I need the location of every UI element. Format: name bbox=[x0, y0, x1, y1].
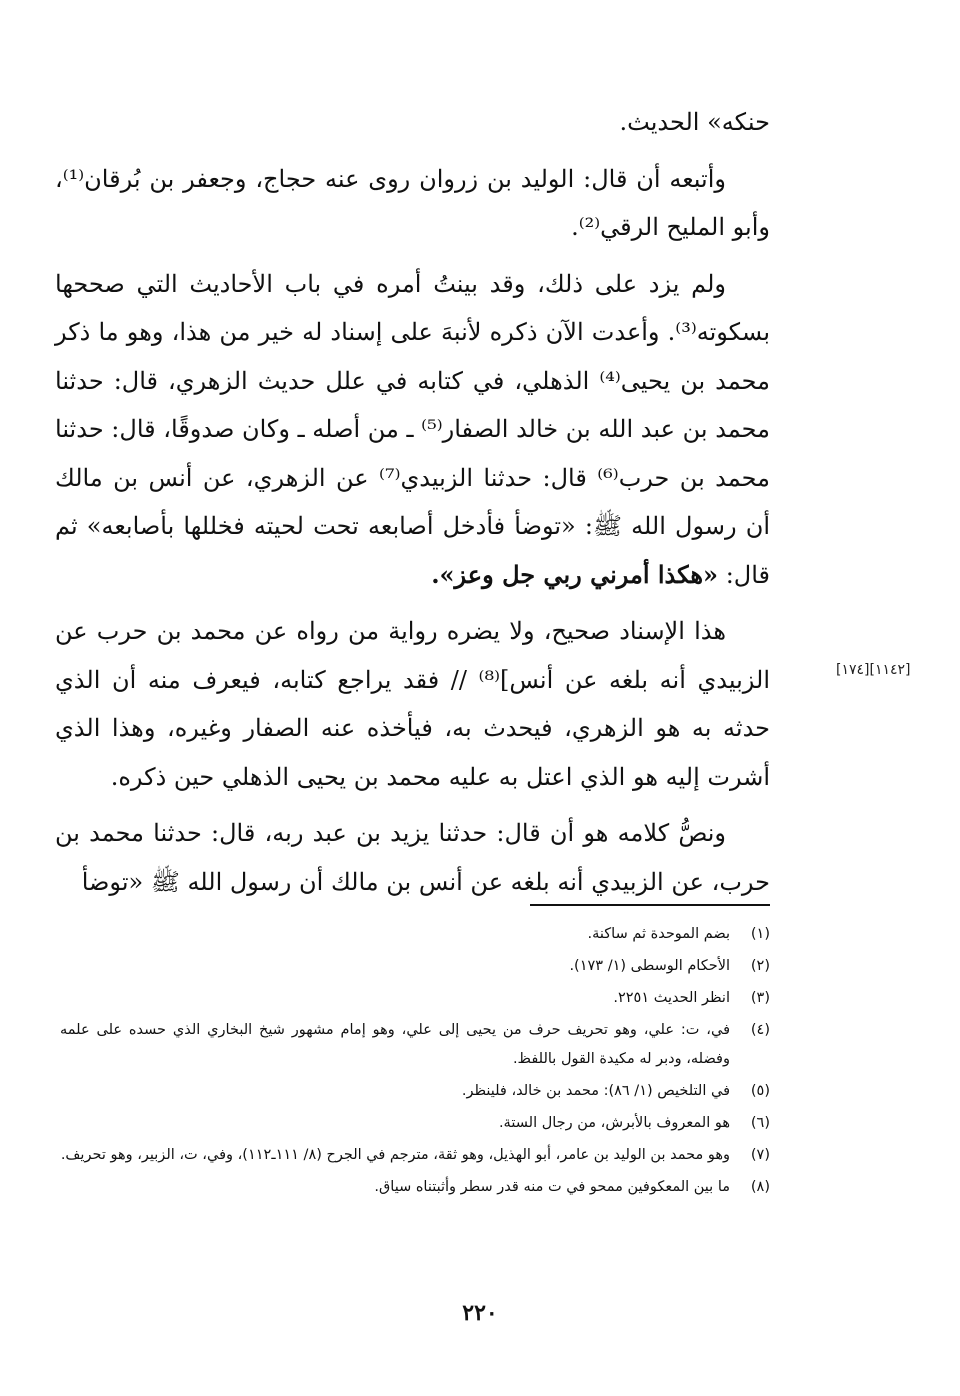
footnote-number: (٧) bbox=[750, 1147, 770, 1163]
footnote-separator bbox=[530, 904, 770, 906]
footnote-number: (٤) bbox=[750, 1022, 770, 1038]
footnote-text: بضم الموحدة ثم ساكنة. bbox=[587, 926, 730, 942]
footnote-item bbox=[60, 920, 770, 949]
paragraph-3 bbox=[55, 260, 770, 600]
footnote-number: (٢) bbox=[750, 958, 770, 974]
footnote-item bbox=[60, 952, 770, 981]
paragraph-3-bold-quote: «هكذا أمرني ربي جل وعز». bbox=[431, 559, 719, 589]
footnote-item bbox=[60, 984, 770, 1013]
footnote-number: (١) bbox=[750, 926, 770, 942]
footnote-text: الأحكام الوسطى (١/ ١٧٣). bbox=[569, 958, 730, 974]
footnote-item bbox=[60, 1173, 770, 1202]
footnote-number: (٨) bbox=[750, 1179, 770, 1195]
footnote-item bbox=[60, 1109, 770, 1138]
paragraph-2: وأتبعه أن قال: الوليد بن زروان روى عنه حجاج، وجعفر بن بُرقان⁽¹⁾، وأبو المليح الرقي⁽²⁾. bbox=[55, 164, 770, 241]
footnotes bbox=[60, 920, 770, 1205]
page-number: ٢٢٠ bbox=[462, 1300, 498, 1326]
footnote-text: هو المعروف بالأبرش، من رجال الستة. bbox=[498, 1115, 730, 1131]
footnote-text: في التلخيص (١/ ٨٦): محمد بن خالد، فلينظر. bbox=[461, 1083, 730, 1099]
paragraph-1: حنكه» الحديث. bbox=[619, 108, 770, 136]
footnote-text: وهو محمد بن الوليد بن عامر، أبو الهذيل، وهو ثقة، مترجم في الجرح (٨/ ١١١ـ١١٢)، وفي، ت، الزبير، وهو تحريف. bbox=[60, 1147, 730, 1163]
main-text bbox=[55, 98, 770, 914]
footnote-item bbox=[60, 1077, 770, 1106]
footnote-text: انظر الحديث ٢٢٥١. bbox=[613, 990, 730, 1006]
paragraph-5: ونصُّ كلامه هو أن قال: حدثنا يزيد بن عبد ربه، قال: حدثنا محمد بن حرب، عن الزبيدي أنه بلغه عن أنس بن مالك أن رسول الله ﷺ «توضأ bbox=[55, 819, 770, 896]
footnote-text: ما بين المعكوفين ممحو في ت منه قدر سطر وأثبتناه سياق. bbox=[374, 1179, 730, 1195]
footnote-item bbox=[60, 1016, 770, 1074]
footnote-number: (٥) bbox=[750, 1083, 770, 1099]
footnote-number: (٦) bbox=[750, 1115, 770, 1131]
footnote-text: في، ت: علي، وهو تحريف حرف من يحيى إلى علي، وهو إمام مشهور شيخ البخاري الذي حسده على علمه وفضله، ودبر له مكيدة القول باللفظ. bbox=[60, 1022, 730, 1067]
margin-manuscript-reference: [١٧٤][١١٤٢] bbox=[836, 662, 911, 678]
paragraph-3-text: ولم يزد على ذلك، وقد بينتُ أمره في باب الأحاديث التي صححها بسكوته⁽³⁾. وأعدت الآن ذكره لأنبهَ على إسناد له خير من هذا، وهو ما ذكر محمد بن يحيى⁽⁴⁾ الذهلي، في كتابه في علل حديث الزهري، قال: حدثنا محمد بن عبد الله بن خالد الصفار⁽⁵⁾ ـ من أصله ـ وكان صدوقًا، قال: حدثنا محمد بن حرب⁽⁶⁾ قال: حدثنا الزبيدي⁽⁷⁾ عن الزهري، عن أنس بن مالك أن رسول الله ﷺ: «توضأ فأدخل أصابعه تحت لحيته فخللها بأصابعه» ثم قال: bbox=[55, 269, 771, 589]
paragraph-4: هذا الإسناد صحيح، ولا يضره رواية من رواه عن محمد بن حرب عن الزبيدي أنه بلغه عن أنس]⁽⁸⁾ // فقد يراجع كتابه، فيعرف منه أن الذي حدثه به هو الزهري، فيحدث به، فيأخذه عنه الصفار وغيره، وهذا الذي أشرت إليه هو الذي اعتل به عليه محمد بن يحيى الذهلي حين ذكره. bbox=[55, 617, 770, 791]
footnote-number: (٣) bbox=[750, 990, 770, 1006]
footnote-item bbox=[60, 1141, 770, 1170]
